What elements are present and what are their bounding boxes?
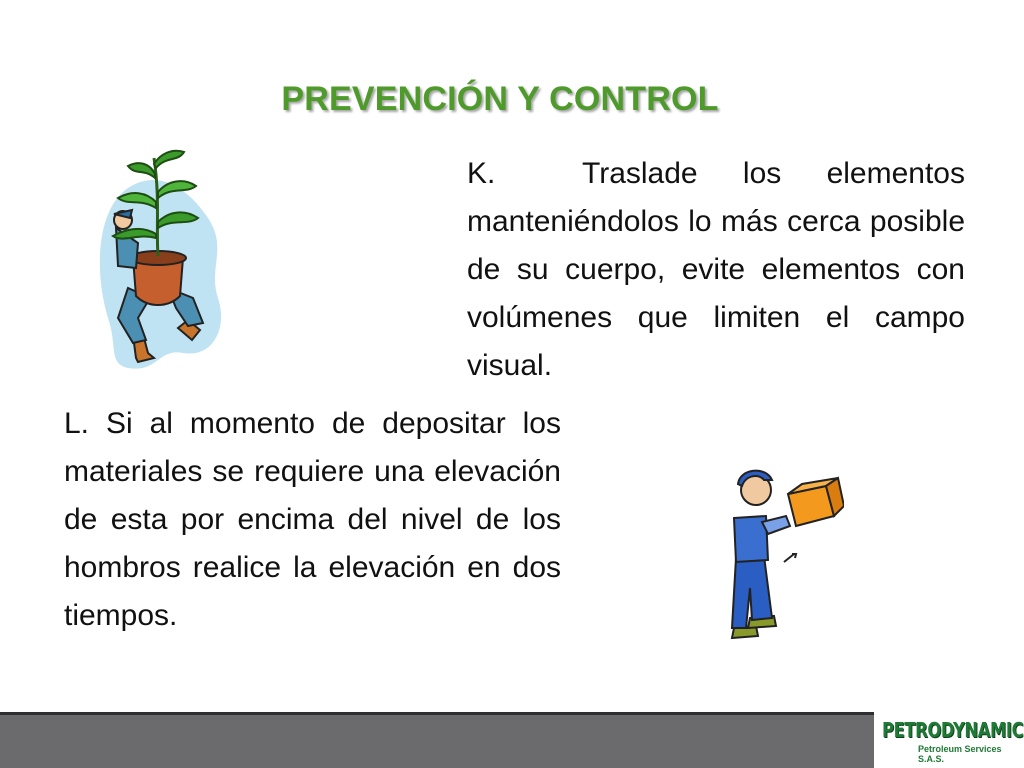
item-k-marker: K. xyxy=(467,157,496,190)
logo-subtitle: Petroleum Services S.A.S. xyxy=(918,744,1002,764)
item-l-paragraph: L. Si al momento de depositar los materiales se requiere una elevación de esta por encima del nivel de los hombros realice la elevación en dos tiempos. xyxy=(64,407,561,632)
item-k-paragraph xyxy=(467,150,965,390)
worker-carrying-plant-icon xyxy=(88,148,236,374)
slide-title: PREVENCIÓN Y CONTROL xyxy=(281,80,719,118)
item-k-text: Traslade los elementos manteniéndolos lo más cerca posible de su cuerpo, evite elementos con volúmenes que limiten el campo visual. xyxy=(467,157,965,382)
company-logo xyxy=(880,718,1024,764)
logo-name: PETRODYNAMIC xyxy=(882,718,1024,742)
worker-lifting-box-icon xyxy=(716,458,844,648)
footer-bar xyxy=(0,712,874,768)
